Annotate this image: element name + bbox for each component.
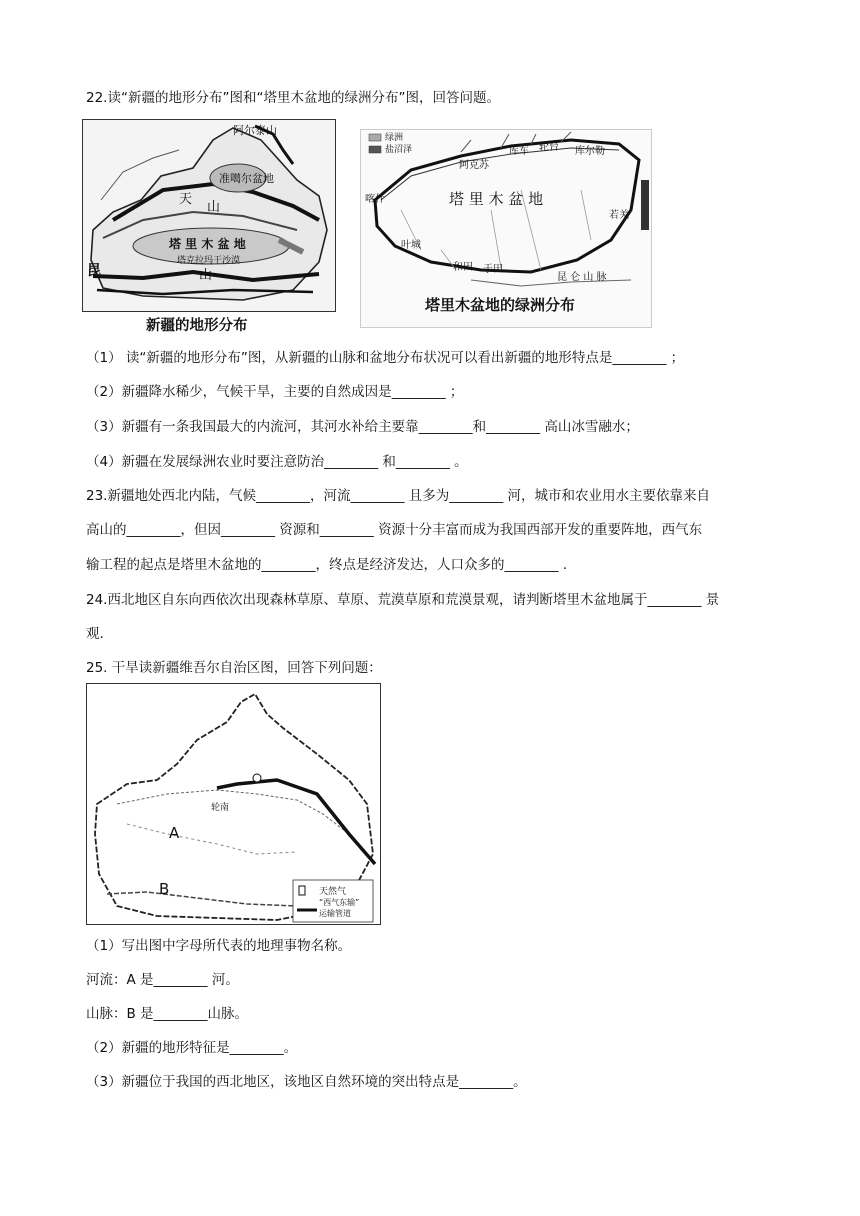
q22-sub1: （1） 读“新疆的地形分布”图，从新疆的山脉和盆地分布状况可以看出新疆的地形特点是________ ； [86,350,685,366]
legend-natural-gas: 天然气 [319,887,347,897]
q22-stem: 22.读“新疆的地形分布”图和“塔里木盆地的绿洲分布”图，回答问题。 [86,90,500,106]
label-kuche: 库车 [509,146,529,157]
label-aksu: 阿克苏 [459,160,489,171]
map1-caption: 新疆的地形分布 [146,318,248,334]
q23-line3: 输工程的起点是塔里木盆地的________，终点是经济发达，人口众多的________ . [86,557,568,573]
label-yecheng: 叶城 [401,240,421,251]
q25-mountain: 山脉：B 是________山脉。 [86,1006,249,1022]
label-shan2: 山 [199,268,213,283]
label-kashi: 喀什 [365,194,385,205]
label-korla: 库尔勒 [575,146,605,157]
label-ruoqiang: 若羌 [609,210,629,221]
q24-line1: 24.西北地区自东向西依次出现森林草原、草原、荒漠草原和荒漠景观，请判断塔里木盆地属于________ 景 [86,592,720,608]
label-yutian: 于田 [483,264,503,275]
map2-caption: 塔里木盆地的绿洲分布 [425,296,576,314]
label-a: A [169,824,180,842]
xinjiang-region-map [86,683,381,925]
label-b: B [159,880,170,898]
label-tarim-basin-2: 塔 里 木 盆 地 [449,190,544,208]
q25-sub1: （1）写出图中字母所代表的地理事物名称。 [86,938,352,954]
q22-sub3: （3）新疆有一条我国最大的内流河，其河水补给主要靠________和________ 高山冰雪融水； [86,419,639,435]
q25-river: 河流：A 是________ 河。 [86,972,239,988]
label-tarim-basin: 塔 里 木 盆 地 [169,237,246,251]
xinjiang-terrain-map [82,119,336,312]
q22-sub2: （2）新疆降水稀少，气候干旱，主要的自然成因是________ ； [86,384,464,400]
label-hetian: 和田 [453,262,473,273]
q23-line1: 23.新疆地处西北内陆，气候________，河流________ 且多为________ 河，城市和农业用水主要依靠来自 [86,488,711,504]
label-junggar: 准噶尔盆地 [219,172,274,185]
label-shan: 山 [207,200,221,215]
legend-oasis: 绿洲 [385,133,404,143]
label-luntai: 轮台 [539,142,559,153]
q25-stem: 25. 干旱读新疆维吾尔自治区图，回答下列问题： [86,660,382,676]
q25-sub2: （2）新疆的地形特征是________。 [86,1040,298,1056]
label-altai: 阿尔泰山 [233,124,277,137]
label-lunnan: 轮南 [211,803,230,813]
label-kun: 昆 [87,263,101,279]
q24-line2: 观. [86,626,104,642]
tarim-oasis-map [360,129,652,328]
q22-sub4: （4）新疆在发展绿洲农业时要注意防治________ 和________ 。 [86,454,468,470]
label-kunlun: 昆 仑 山 脉 [557,272,607,283]
label-tian: 天 [179,192,193,207]
legend-pipeline-1: “西气东输” [319,898,360,907]
label-taklamakan: 塔克拉玛干沙漠 [177,256,241,266]
q23-line2: 高山的________，但因________ 资源和________ 资源十分丰富而成为我国西部开发的重要阵地，西气东 [86,522,703,538]
legend-pipeline-2: 运输管道 [319,909,351,918]
q25-sub3: （3）新疆位于我国的西北地区，该地区自然环境的突出特点是________。 [86,1074,527,1090]
legend-salt-marsh: 盐沼泽 [385,145,413,155]
